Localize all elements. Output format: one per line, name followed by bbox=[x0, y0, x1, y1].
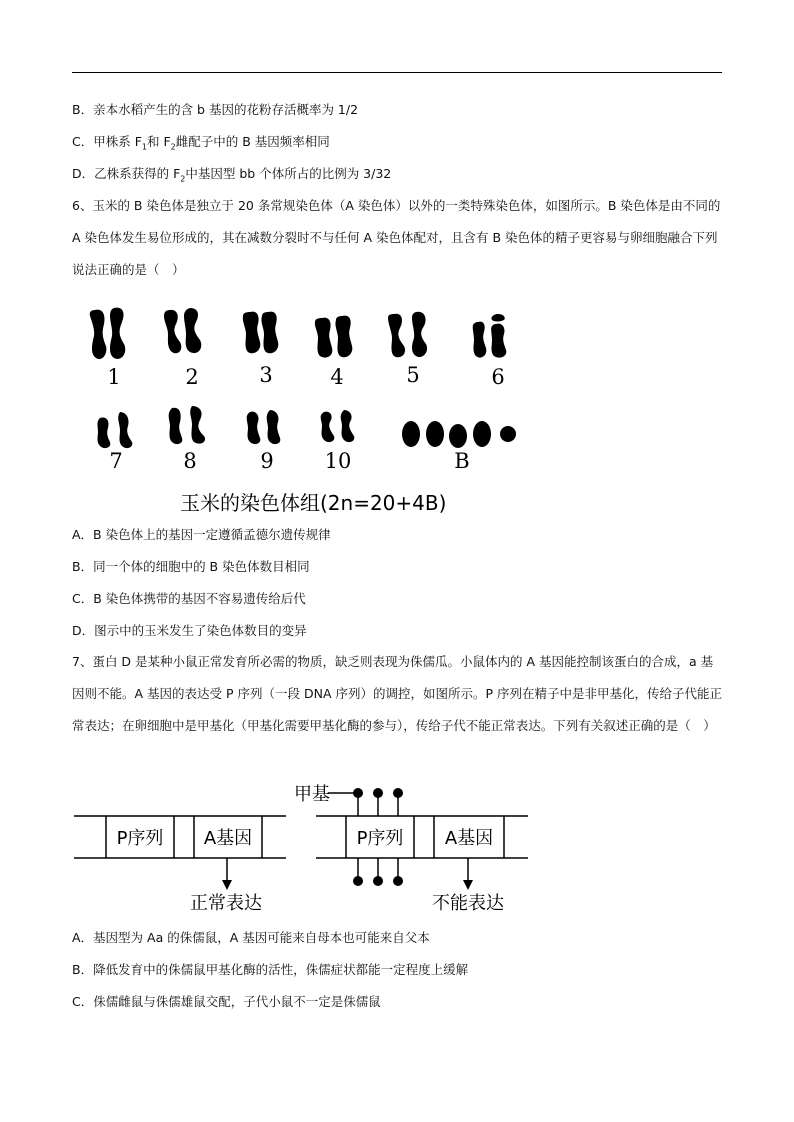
q5-option-c bbox=[72, 134, 330, 156]
subscript: 1 bbox=[141, 142, 147, 152]
methyl-group bbox=[353, 876, 363, 886]
q6-stem: 6、玉米的 B 染色体是独立于 20 条常规染色体（A 染色体）以外的一类特殊染色体，如图所示。B 染色体是由不同的 A 染色体发生易位形成的，其在减数分裂时不与任何 A 染色体配对，且含有 B 染色体的精子更容易与卵细胞融合下列说法正确的是（ ） bbox=[72, 198, 721, 277]
chromosome-2 bbox=[164, 308, 201, 353]
chromosome-label: 1 bbox=[107, 365, 121, 389]
a-gene-label: A基因 bbox=[444, 828, 494, 849]
q7-stem: 7、蛋白 D 是某种小鼠正常发育所必需的物质，缺乏则表现为侏儒瓜。小鼠体内的 A 基因能控制该蛋白的合成，a 基因则不能。A 基因的表达受 P 序列（一段 DNA 序列）的调控，如图所示。P 序列在精子中是非甲基化，传给子代能正常表达；在卵细胞中是甲基化（甲基化需要甲基化酶的参与），传给子代不能正常表达。下列有关叙述正确的是（ ） bbox=[72, 654, 722, 733]
b-chromosomes bbox=[402, 421, 516, 448]
chromosome-1 bbox=[90, 308, 126, 359]
q5-option-c-text: 和 F bbox=[147, 134, 171, 149]
chromosome-label: 6 bbox=[491, 365, 505, 389]
q7-option-b: B．降低发育中的侏儒鼠甲基化酶的活性，侏儒症状都能一定程度上缓解 bbox=[72, 962, 469, 977]
q6-option-d: D．图示中的玉米发生了染色体数目的变异 bbox=[72, 623, 307, 638]
chromosome-label: 8 bbox=[183, 449, 197, 473]
chromosome-label: 4 bbox=[330, 365, 344, 389]
q5-option-c-text: 雌配子中的 B 基因频率相同 bbox=[175, 134, 330, 149]
chromosome-label: 10 bbox=[324, 449, 352, 473]
normal-expression-label: 正常表达 bbox=[190, 893, 262, 914]
a-gene-label: A基因 bbox=[203, 828, 253, 849]
chromosome-10 bbox=[321, 410, 355, 442]
arrow-head bbox=[463, 880, 473, 890]
chromosome-label: 3 bbox=[259, 363, 273, 387]
q5-option-c-text: C．甲株系 F bbox=[72, 134, 142, 149]
karyotype-figure bbox=[80, 300, 540, 520]
p-sequence-label: P序列 bbox=[116, 828, 164, 849]
chromosome-9 bbox=[247, 410, 281, 444]
chromosome-label: 7 bbox=[109, 449, 123, 473]
q7-option-c: C．侏儒雌鼠与侏儒雄鼠交配，子代小鼠不一定是侏儒鼠 bbox=[72, 994, 381, 1009]
chromosome-4 bbox=[315, 316, 352, 358]
chromosome-label: B bbox=[454, 449, 470, 473]
figure-caption: 玉米的染色体组(2n=20+4B) bbox=[180, 491, 447, 515]
methyl-group bbox=[373, 876, 383, 886]
chromosome-6 bbox=[473, 314, 507, 358]
methyl-group bbox=[353, 788, 363, 798]
q6-option-b: B．同一个体的细胞中的 B 染色体数目相同 bbox=[72, 559, 310, 574]
chromosome-7 bbox=[98, 412, 133, 448]
subscript: 2 bbox=[170, 142, 176, 152]
no-expression-label: 不能表达 bbox=[432, 893, 504, 914]
methyl-group bbox=[373, 788, 383, 798]
chromosome-label: 2 bbox=[185, 365, 199, 389]
q6-option-c: C．B 染色体携带的基因不容易遗传给后代 bbox=[72, 591, 306, 606]
subscript: 2 bbox=[180, 174, 186, 184]
chromosome-label: 9 bbox=[260, 449, 274, 473]
methyl-group bbox=[393, 876, 403, 886]
chromosome-5 bbox=[388, 312, 427, 358]
methyl-group bbox=[393, 788, 403, 798]
q5-option-b: B．亲本水稻产生的含 b 基因的花粉存活概率为 1/2 bbox=[72, 102, 359, 117]
header-rule bbox=[72, 72, 722, 73]
q6-option-a: A．B 染色体上的基因一定遵循孟德尔遗传规律 bbox=[72, 527, 331, 542]
chromosome-label: 5 bbox=[406, 363, 420, 387]
q5-option-d bbox=[72, 166, 391, 188]
q5-option-d-text: D．乙株系获得的 F bbox=[72, 166, 181, 181]
p-sequence-label: P序列 bbox=[356, 828, 404, 849]
q7-option-a: A．基因型为 Aa 的侏儒鼠，A 基因可能来自母本也可能来自父本 bbox=[72, 930, 430, 945]
chromosome-8 bbox=[169, 406, 205, 444]
arrow-head bbox=[222, 880, 232, 890]
chromosome-3 bbox=[243, 312, 278, 354]
q5-option-d-text: 中基因型 bb 个体所占的比例为 3/32 bbox=[185, 166, 392, 181]
methyl-label: 甲基 bbox=[294, 784, 330, 805]
methylation-diagram bbox=[70, 778, 540, 918]
